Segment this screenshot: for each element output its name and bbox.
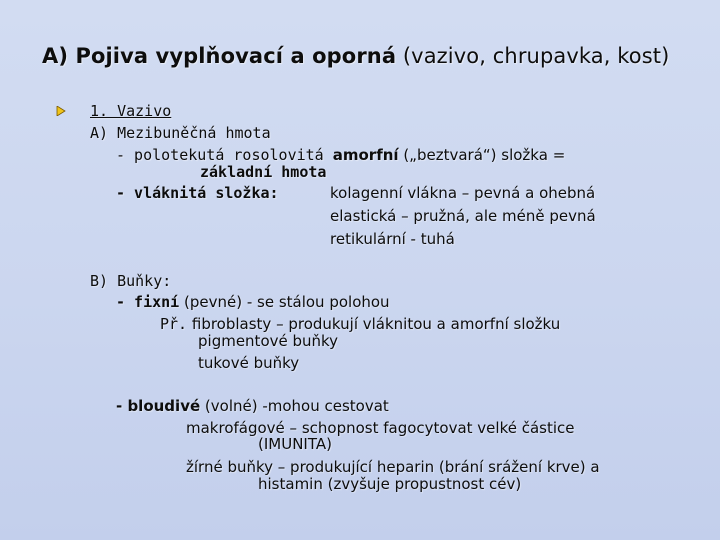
heading-mezibunecna: A) Mezibuněčná hmota [90,124,271,142]
title-bold: A) Pojiva vyplňovací a oporná [42,44,397,68]
line-makrofagove: makrofágové – schopnost fagocytovat velké částice [186,419,575,437]
bloudive-bold: - bloudivé [116,397,201,415]
fixni-rest: (pevné) - se stálou polohou [179,293,390,311]
line-fixni [116,293,390,311]
slide-title [42,44,702,68]
amorfni-bold: amorfní [332,146,399,164]
bloudive-rest: (volné) -mohou cestovat [200,397,389,415]
title-rest: (vazivo, chrupavka, kost) [396,44,670,68]
fibroblasty-text: fibroblasty – produkují vláknitou a amorfní složku [191,315,561,333]
line-elasticka: elastická – pružná, ale méně pevná [330,207,596,225]
line-pigmentove: pigmentové buňky [198,332,339,350]
heading-bunky: B) Buňky: [90,272,172,290]
line-amorfni [116,146,565,164]
fixni-bold: - fixní [116,293,180,311]
line-zakladni: základní hmota [200,163,327,181]
line-kolagenni: kolagenní vlákna – pevná a ohebná [330,184,596,202]
line-fibroblasty [160,315,560,333]
heading-vazivo: 1. Vazivo [90,102,172,120]
pr-label: Př. [160,315,188,333]
line-bloudive [116,397,389,415]
line-vlaknita: - vláknitá složka: [116,184,279,202]
line-imunita: (IMUNITA) [258,435,332,453]
amorfni-pre: - polotekutá rosolovitá [116,146,333,164]
line-retikularni: retikulární - tuhá [330,230,455,248]
triangle-arrow-icon [56,106,66,116]
line-zirne: žírné buňky – produkující heparin (brání srážení krve) a [186,458,600,476]
line-tukove: tukové buňky [198,354,300,372]
line-histamin: histamin (zvyšuje propustnost cév) [258,475,522,493]
amorfni-post: („beztvará“) složka = [398,146,566,164]
